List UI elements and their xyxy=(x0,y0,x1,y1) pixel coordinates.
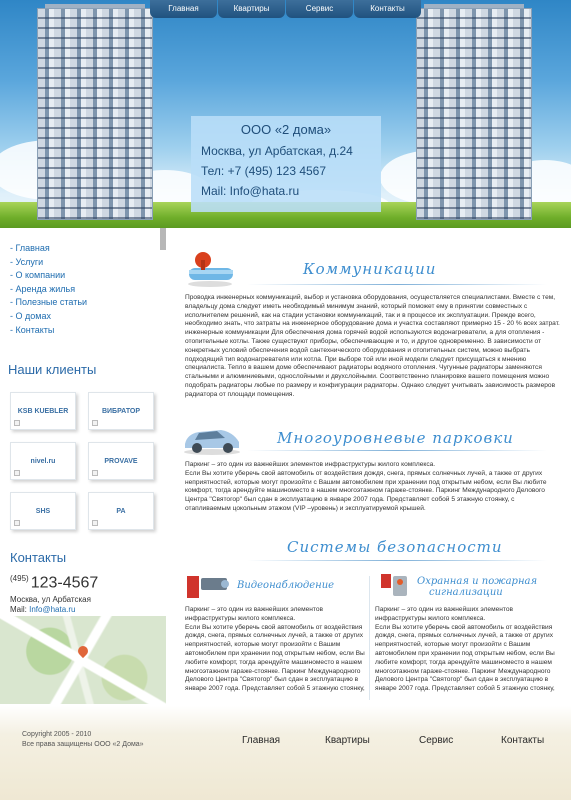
section-title-communications: Коммуникации xyxy=(303,260,437,278)
building-right xyxy=(416,8,532,220)
client-logo-text: PROVAVE xyxy=(104,457,138,465)
info-address: Москва, ул Арбатская, д.24 xyxy=(201,144,353,158)
top-nav-apartments[interactable]: Квартиры xyxy=(218,0,285,18)
company-name: ООО «2 дома» xyxy=(240,122,332,137)
client-logo[interactable] xyxy=(88,392,154,430)
client-logo-text: nivel.ru xyxy=(30,457,56,465)
car-icon xyxy=(181,420,243,456)
location-map[interactable] xyxy=(0,616,166,704)
top-nav-service[interactable]: Сервис xyxy=(286,0,353,18)
col-text-alarm: Паркинг – это один из важнейших элементов инфраструктуры жилого комплекса. Если Вы хотите уберечь свой автомобиль от воздействия дождя, снега, прямых солнечных лучей, а также от других неприятностей, которые могут произойти с Вашим автомобилем при хранении под открытым небом, если Вы любите комфорт, тогда арендуйте машиноместо в нашем многоэтажном гараже-стоянке. Паркинг Международного Делового Центра "Святогор" был сдан в эксплуатацию в январе 2007 года. Представляет собой 5 этажную стоянку, xyxy=(375,606,555,693)
sidebar-menu xyxy=(10,242,87,337)
sidebar-item-contacts[interactable]: - Контакты xyxy=(10,324,55,335)
client-logo-text: KSB KUEBLER xyxy=(17,407,69,415)
contacts-mail xyxy=(10,605,76,614)
top-nav-contacts[interactable]: Контакты xyxy=(354,0,421,18)
contacts-title: Контакты xyxy=(10,550,67,565)
footer-nav-apartments[interactable]: Квартиры xyxy=(325,735,370,746)
client-logo-text: SHS xyxy=(35,507,51,515)
top-nav xyxy=(150,0,422,18)
footer xyxy=(0,706,571,800)
copyright xyxy=(22,730,144,750)
phone-number: 123-4567 xyxy=(30,574,99,592)
section-title-parking: Многоуровневые парковки xyxy=(277,429,514,447)
contacts-phone xyxy=(10,574,98,592)
camera-icon xyxy=(183,570,231,602)
footer-nav-service[interactable]: Сервис xyxy=(419,735,454,746)
column-divider xyxy=(369,576,370,700)
fire-alarm-icon xyxy=(377,570,411,602)
footer-nav-contacts[interactable]: Контакты xyxy=(501,735,545,746)
client-logo[interactable] xyxy=(88,492,154,530)
phone-code: (495) xyxy=(10,574,29,583)
sidebar-item-houses[interactable]: - О домах xyxy=(10,310,51,321)
col-title-alarm-2: сигнализации xyxy=(429,587,503,598)
sidebar-item-services[interactable]: - Услуги xyxy=(10,256,44,267)
sidebar-item-rent[interactable]: - Аренда жилья xyxy=(10,283,76,294)
sidebar-item-about[interactable]: - О компании xyxy=(10,270,66,281)
section-text-parking: Паркинг – это один из важнейших элементов инфраструктуры жилого комплекса. Если Вы хотите уберечь свой автомобиль от воздействия дождя, снега, прямых солнечных лучей, а также от других неприятностей, которые могут произойти с Вашим автомобилем при хранении под открытым небом, если Вы любите комфорт, тогда арендуйте машиноместо в нашем многоэтажном гараже-стоянке. Паркинг Международного Делового Центра "Святогор" был сдан в эксплуатацию в январе 2007 года. Представляет собой 5 этажную стоянку, с отапливаемым цокольным этажом (VIP –уровень) и эксплуатируемой крышей. xyxy=(185,461,547,512)
contact-info-box xyxy=(191,116,381,212)
rights-line: Все права защищены ООО «2 Дома» xyxy=(22,741,144,748)
map-pin-icon xyxy=(76,644,90,658)
client-logo[interactable] xyxy=(88,442,154,480)
client-logo-text: PA xyxy=(116,507,126,515)
col-text-video: Паркинг – это один из важнейших элементов инфраструктуры жилого комплекса. Если Вы хотите уберечь свой автомобиль от воздействия дождя, снега, прямых солнечных лучей, а также от других неприятностей, которые могут произойти с Вашим автомобилем при хранении под открытым небом, если Вы любите комфорт, тогда арендуйте машиноместо в нашем многоэтажном гараже-стоянке. Паркинг Международного Делового Центра "Святогор" был сдан в эксплуатацию в январе 2007 года. Представляет собой 5 этажную стоянку, xyxy=(185,606,365,693)
col-title-video: Видеонаблюдение xyxy=(237,580,335,591)
sidebar-item-articles[interactable]: - Полезные статьи xyxy=(10,297,88,308)
building-left xyxy=(37,8,153,220)
divider xyxy=(247,284,547,285)
info-email: Mail: Info@hata.ru xyxy=(201,184,300,198)
divider xyxy=(247,560,547,561)
top-nav-home[interactable]: Главная xyxy=(150,0,217,18)
divider xyxy=(247,450,547,451)
section-title-security: Системы безопасности xyxy=(287,538,503,556)
clients-title: Наши клиенты xyxy=(8,362,97,377)
client-logo[interactable] xyxy=(10,442,76,480)
sidebar-item-home[interactable]: - Главная xyxy=(10,243,50,253)
contacts-address: Москва, ул Арбатская xyxy=(10,595,91,604)
mail-label: Mail: xyxy=(10,605,27,614)
col-title-alarm-1: Охранная и пожарная xyxy=(417,576,538,587)
copyright-line: Copyright 2005 - 2010 xyxy=(22,731,92,738)
client-logo-text: ВИБРАТОР xyxy=(101,407,141,415)
section-text-communications: Проводка инженерных коммуникаций, выбор и установка оборудования, осуществляется специалистами. Вместе с тем, владельцу дома следует иметь необходимый минимум знаний, который поможет ему в принятии совместных с исполнителем решений, как на стадии установки коммуникаций, так и в процессе их эксплуатации. Прежде всего, необходимо знать, что затраты на инженерное оборудование дома и участка составляют примерно 15 - 20 % всех затрат. инженерные коммуникации Для обеспечения дома горячей водой используются водонагреватели, а для отопления - отопительные котлы. Также существуют приборы, обеспечивающие и то, и другое одновременно. В зависимости от конкретных условий обеспечения водой сантехнического оборудования и отопительных систем, можно выбрать подходящий тип водонагревателя или котла. При выборе той или иной модели следует присущаться к мнению специалиста. Тепло в вашем доме обеспечивают радиаторы водяного отопления. Чугунные радиаторы заменяются стальными и алюминиевыми, однослойными и двухслойными. Соответственно планировке вашего помещения можно подобрать радиаторы любые по размеру и конфигурации радиаторы. Однако следует учитывать зависимость размеров радиатора от площади помещения. xyxy=(185,294,560,398)
footer-nav-home[interactable]: Главная xyxy=(242,735,281,746)
client-logo[interactable] xyxy=(10,392,76,430)
sidebar-shadow xyxy=(160,228,166,250)
header-banner xyxy=(0,0,571,228)
pipe-valve-icon xyxy=(183,246,237,290)
info-phone: Тел: +7 (495) 123 4567 xyxy=(201,164,327,178)
main-content xyxy=(177,236,563,706)
sidebar xyxy=(0,228,166,706)
mail-link[interactable]: Info@hata.ru xyxy=(29,605,76,614)
client-logo[interactable] xyxy=(10,492,76,530)
